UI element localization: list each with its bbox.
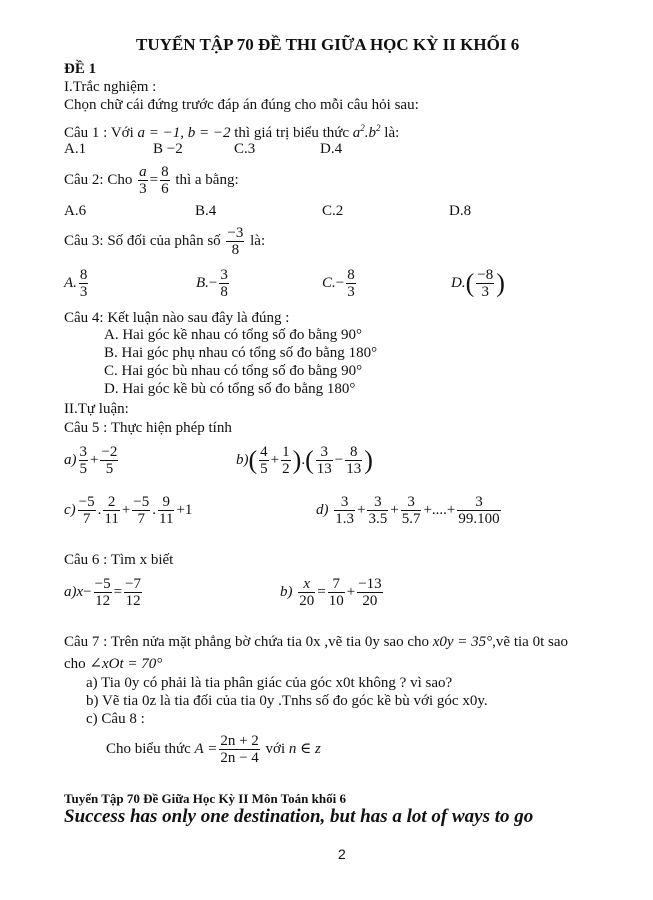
q3-option-d: D.( $\frac{-8}{3}$ ) [451, 267, 505, 301]
q2-fraction-left: $\frac{a}{3}$ [139, 164, 147, 198]
q4-option-d: D. Hai góc kề bù có tổng số đo bằng 180° [104, 381, 356, 397]
q2-option-c: C.2 [322, 203, 344, 219]
q1-line [64, 119, 399, 142]
q3-text: Số đối của phân số [107, 233, 221, 249]
q5-part-c: c) $\frac{-5}{7}$ . $\frac{2}{11}$ + $\frac{-5}{7}$ . $\frac{9}{11}$ +1 [64, 494, 193, 528]
q6-part-b: b) $\frac{x}{20}$ = $\frac{7}{10}$ + $\frac{-13}{20}$ [280, 576, 382, 610]
q4-option-b: B. Hai góc phụ nhau có tổng số đo bằng 180° [104, 345, 378, 361]
footer-title: Tuyển Tập 70 Đề Giữa Học Kỳ II Môn Toán khối 6 [64, 791, 346, 806]
q7-line1: Câu 7 : Trên nửa mặt phẳng bờ chứa tia 0x ,vẽ tia 0y sao cho x0y = 35°,vẽ tia 0t sao [64, 634, 568, 650]
q7-item-c: c) Câu 8 : [86, 711, 145, 727]
q3-option-a: A. $\frac{8}{3}$ [64, 267, 88, 301]
q7-angle1: x0y = 35° [432, 634, 493, 650]
q5-part-a: a) $\frac{3}{5}$ + $\frac{-2}{5}$ [64, 444, 118, 478]
q1-option-c: C.3 [234, 141, 256, 157]
q5-label: Câu 5 : [64, 420, 108, 436]
q1-condition: a = −1, b = −2 [137, 125, 231, 141]
q1-text-b: thì giá trị biểu thức [234, 125, 350, 141]
q1-expression: $a^2.b^2$ [352, 123, 381, 141]
q6-part-a: a)x− $\frac{-5}{12}$ = $\frac{-7}{12}$ [64, 576, 142, 610]
q2-line: Câu 2: Cho $\frac{a}{3}$ = $\frac{8}{6}$ thì a bằng: [64, 164, 239, 198]
q4-label: Câu 4: Kết luận nào sau đây là đúng : [64, 310, 290, 326]
q2-tail: thì a bằng: [175, 172, 239, 188]
q3-option-c: C.− $\frac{8}{3}$ [322, 267, 355, 301]
page-number: 2 [338, 846, 346, 862]
exam-label: ĐỀ 1 [64, 61, 97, 77]
q2-option-b: B.4 [195, 203, 217, 219]
q2-fraction-right: $\frac{8}{6}$ [161, 164, 169, 198]
q2-label: Câu 2: Cho [64, 172, 133, 188]
q3-fraction: $\frac{-3}{8}$ [227, 225, 244, 259]
q1-option-b: B −2 [153, 141, 183, 157]
q3-tail: là: [250, 233, 266, 249]
q5-part-d: d) $\frac{3}{1.3}$ + $\frac{3}{3.5}$ + $\frac{3}{5.7}$ +....+ $\frac{3}{99.100}$ [316, 494, 500, 528]
q4-option-c: C. Hai góc bù nhau có tổng số đo bằng 90° [104, 363, 363, 379]
q7-label: Câu 7 : [64, 634, 108, 650]
q7-item-a: a) Tia 0y có phải là tia phân giác của góc x0t không ? vì sao? [86, 675, 453, 691]
q1-text-a: Với [110, 125, 134, 141]
footer-quote: Success has only one destination, but has a lot of ways to go [64, 806, 534, 827]
q6-label: Câu 6 : [64, 552, 108, 568]
q1-text-c: là: [384, 125, 400, 141]
q6-text: Tìm x biết [110, 552, 174, 568]
q3-label: Câu 3: [64, 233, 104, 249]
q5-text: Thực hiện phép tính [110, 420, 232, 436]
q5-heading [64, 419, 232, 437]
page-title: TUYỂN TẬP 70 ĐỀ THI GIỮA HỌC KỲ II KHỐI 6 [136, 35, 520, 54]
q7-line2: cho ∠xOt = 70° [64, 656, 163, 672]
q1-label: Câu 1 : [64, 125, 108, 141]
q3-line [64, 222, 265, 260]
q1-option-d: D.4 [320, 141, 343, 157]
part1-heading: I.Trắc nghiệm : [64, 79, 157, 95]
q8-expression: Cho biểu thức A = $\frac{2n + 2}{2n - 4}$ với n ∈ z [106, 733, 321, 767]
q2-option-a: A.6 [64, 203, 87, 219]
q6-heading [64, 551, 173, 569]
q1-option-a: A.1 [64, 141, 87, 157]
q3-option-b: B.− $\frac{3}{8}$ [196, 267, 228, 301]
part2-heading: II.Tự luận: [64, 401, 129, 417]
part1-instruction: Chọn chữ cái đứng trước đáp án đúng cho mỗi câu hỏi sau: [64, 97, 419, 113]
q2-option-d: D.8 [449, 203, 472, 219]
q7-angle2: ∠xOt = 70° [89, 656, 163, 672]
q7-item-b: b) Vẽ tia 0z là tia đối của tia 0y .Tnhs số đo góc kề bù với góc x0y. [86, 693, 488, 709]
q5-part-b: b)( $\frac{4}{5}$ + $\frac{1}{2}$ ).( $\frac{3}{13}$ − $\frac{8}{13}$ ) [236, 444, 373, 478]
q4-option-a: A. Hai góc kề nhau có tổng số đo bằng 90° [104, 327, 363, 343]
